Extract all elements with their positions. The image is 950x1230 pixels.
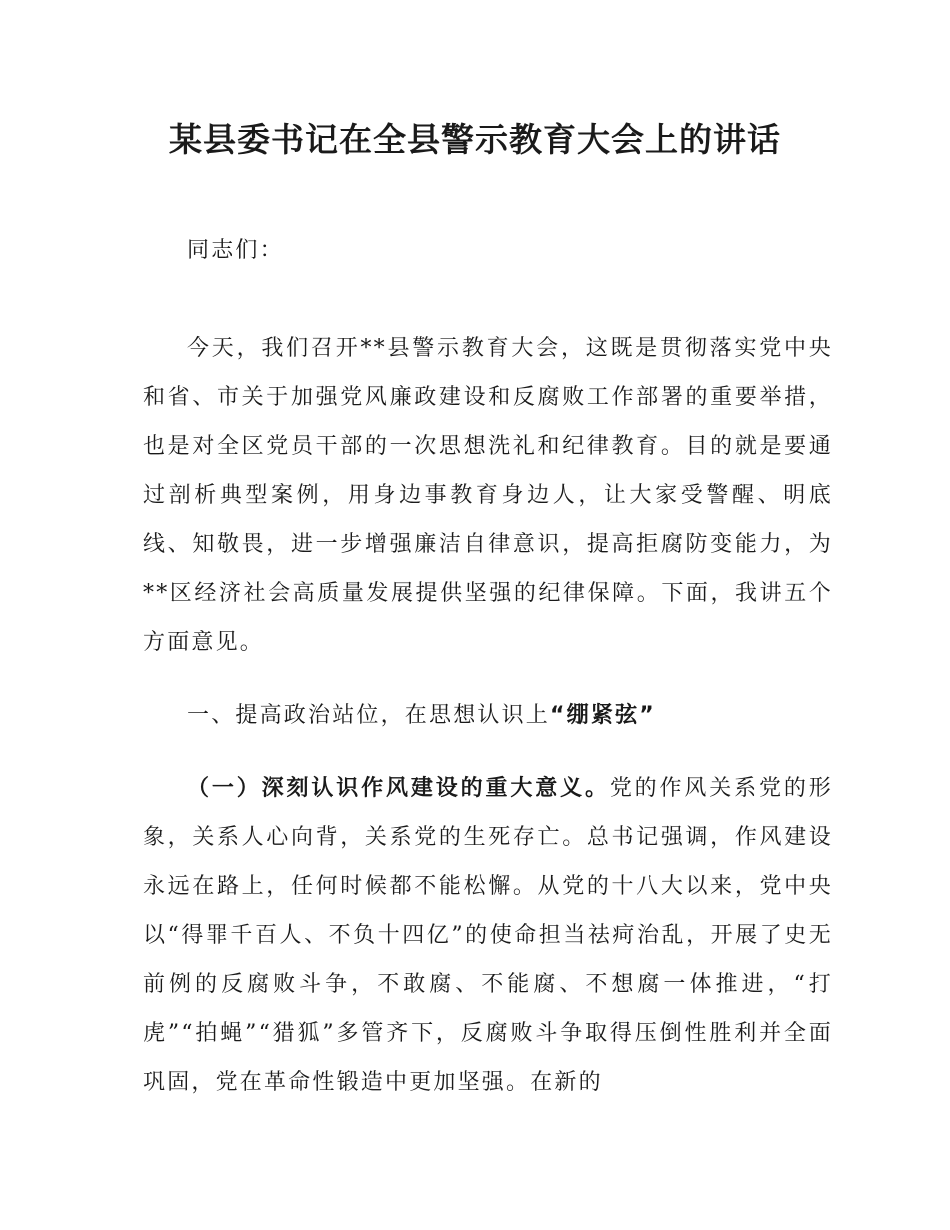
subsection-one-lead: （一）深刻认识作风建设的重大意义。 xyxy=(187,776,610,801)
document-title: 某县委书记在全县警示教育大会上的讲话 xyxy=(169,120,781,159)
document-body xyxy=(143,226,833,1107)
salutation: 同志们： xyxy=(187,238,284,263)
section-one-heading-emphasis: “绷紧弦” xyxy=(550,703,656,728)
intro-paragraph: 今天，我们召开**县警示教育大会，这既是贯彻落实党中央和省、市关于加强党风廉政建设和反腐败工作部署的重要举措，也是对全区党员干部的一次思想洗礼和纪律教育。目的就是要通过剖析典型案例，用身边事教育身边人，让大家受警醒、明底线、知敬畏，进一步增强廉洁自律意识，提高拒腐防变能力，为**区经济社会高质量发展提供坚强的纪律保障。下面，我讲五个方面意见。 xyxy=(143,336,833,655)
section-one-heading-text: 一、提高政治站位，在思想认识上 xyxy=(187,703,551,728)
subsection-one-text: 党的作风关系党的形象，关系人心向背，关系党的生死存亡。总书记强调，作风建设永远在路上，任何时候都不能松懈。从党的十八大以来，党中央以“得罪千百人、不负十四亿”的使命担当祛疴治乱，开展了史无前例的反腐败斗争，不敢腐、不能腐、不想腐一体推进，“打虎”“拍蝇”“猎狐”多管齐下，反腐败斗争取得压倒性胜利并全面巩固，党在革命性锻造中更加坚强。在新的 xyxy=(143,776,833,1095)
section-one-heading xyxy=(143,691,833,740)
subsection-one-paragraph xyxy=(143,764,833,1107)
